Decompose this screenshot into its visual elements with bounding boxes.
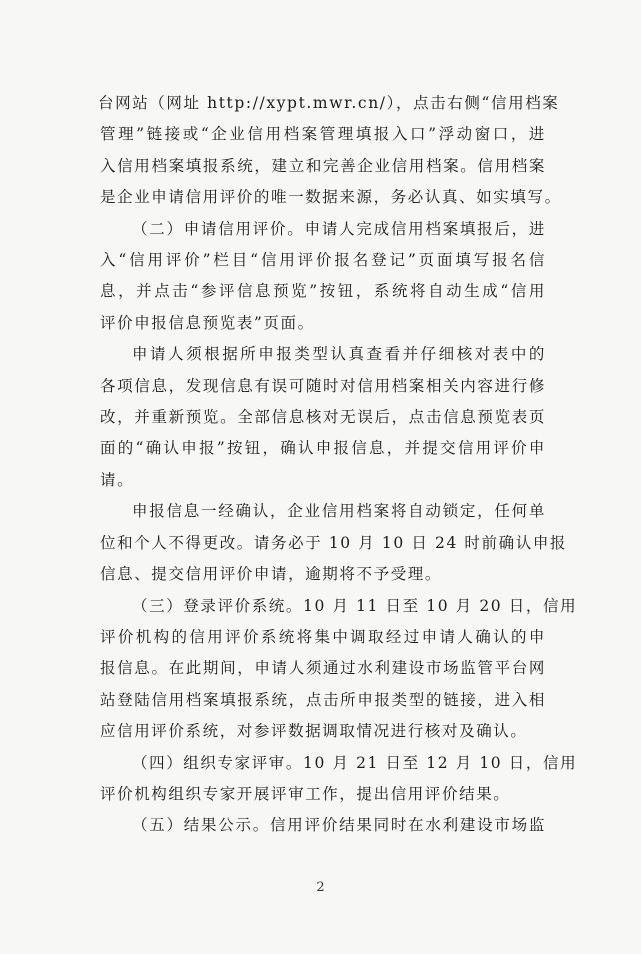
text-line: 入“信用评价”栏目“信用评价报名登记”页面填写报名信 xyxy=(100,251,546,270)
text-line: 各项信息，发现信息有误可随时对信用档案相关内容进行修 xyxy=(100,376,546,395)
text-line: 报信息。在此期间，申请人须通过水利建设市场监管平台网 xyxy=(100,659,546,678)
text-line: （三）登录评价系统。10 月 11 日至 10 月 20 日，信用 xyxy=(132,596,578,615)
text-line: 息，并点击“参评信息预览”按钮，系统将自动生成“信用 xyxy=(100,282,546,301)
paragraph-2 xyxy=(100,214,546,340)
text-line: 申请人须根据所申报类型认真查看并仔细核对表中的 xyxy=(132,345,546,364)
text-line: 信息、提交信用评价申请，逾期将不予受理。 xyxy=(100,565,443,584)
text-line: 是企业申请信用评价的唯一数据来源，务必认真、如实填写。 xyxy=(100,188,562,207)
page-number: 2 xyxy=(316,880,325,895)
text-line: 应信用评价系统，对参评数据调取情况进行核对及确认。 xyxy=(100,722,528,741)
paragraph-3 xyxy=(100,339,546,496)
text-line: 管理”链接或“企业信用档案管理填报入口”浮动窗口，进 xyxy=(100,125,546,144)
paragraph-5 xyxy=(100,591,578,748)
text-line: 评价申报信息预览表”页面。 xyxy=(100,313,315,332)
text-line: 评价机构的信用评价系统将集中调取经过申请人确认的申 xyxy=(100,627,546,646)
text-line: （四）组织专家评审。10 月 21 日至 12 月 10 日，信用 xyxy=(132,753,578,772)
text-line: 评价机构组织专家开展评审工作，提出信用评价结果。 xyxy=(100,784,511,803)
text-line: （二）申请信用评价。申请人完成信用档案填报后，进 xyxy=(132,219,546,238)
paragraph-4 xyxy=(100,496,568,590)
text-line: 位和个人不得更改。请务必于 10 月 10 日 24 时前确认申报 xyxy=(100,533,568,552)
paragraph-7 xyxy=(100,810,546,841)
paragraph-6 xyxy=(100,748,578,811)
text-line: 申报信息一经确认，企业信用档案将自动锁定，任何单 xyxy=(132,502,546,521)
text-line: 改，并重新预览。全部信息核对无误后，点击信息预览表页 xyxy=(100,408,546,427)
text-line: 请。 xyxy=(100,470,135,489)
document-body xyxy=(98,88,578,842)
text-line: 入信用档案填报系统，建立和完善企业信用档案。信用档案 xyxy=(100,156,546,175)
text-line: （五）结果公示。信用评价结果同时在水利建设市场监 xyxy=(132,816,546,835)
text-line: 面的“确认申报”按钮，确认申报信息，并提交信用评价申 xyxy=(100,439,546,458)
paragraph-1 xyxy=(98,88,562,214)
text-line: 站登陆信用档案填报系统，点击所申报类型的链接，进入相 xyxy=(100,690,546,709)
text-line: 台网站（网址 http://xypt.mwr.cn/），点击右侧“信用档案 xyxy=(98,94,560,112)
